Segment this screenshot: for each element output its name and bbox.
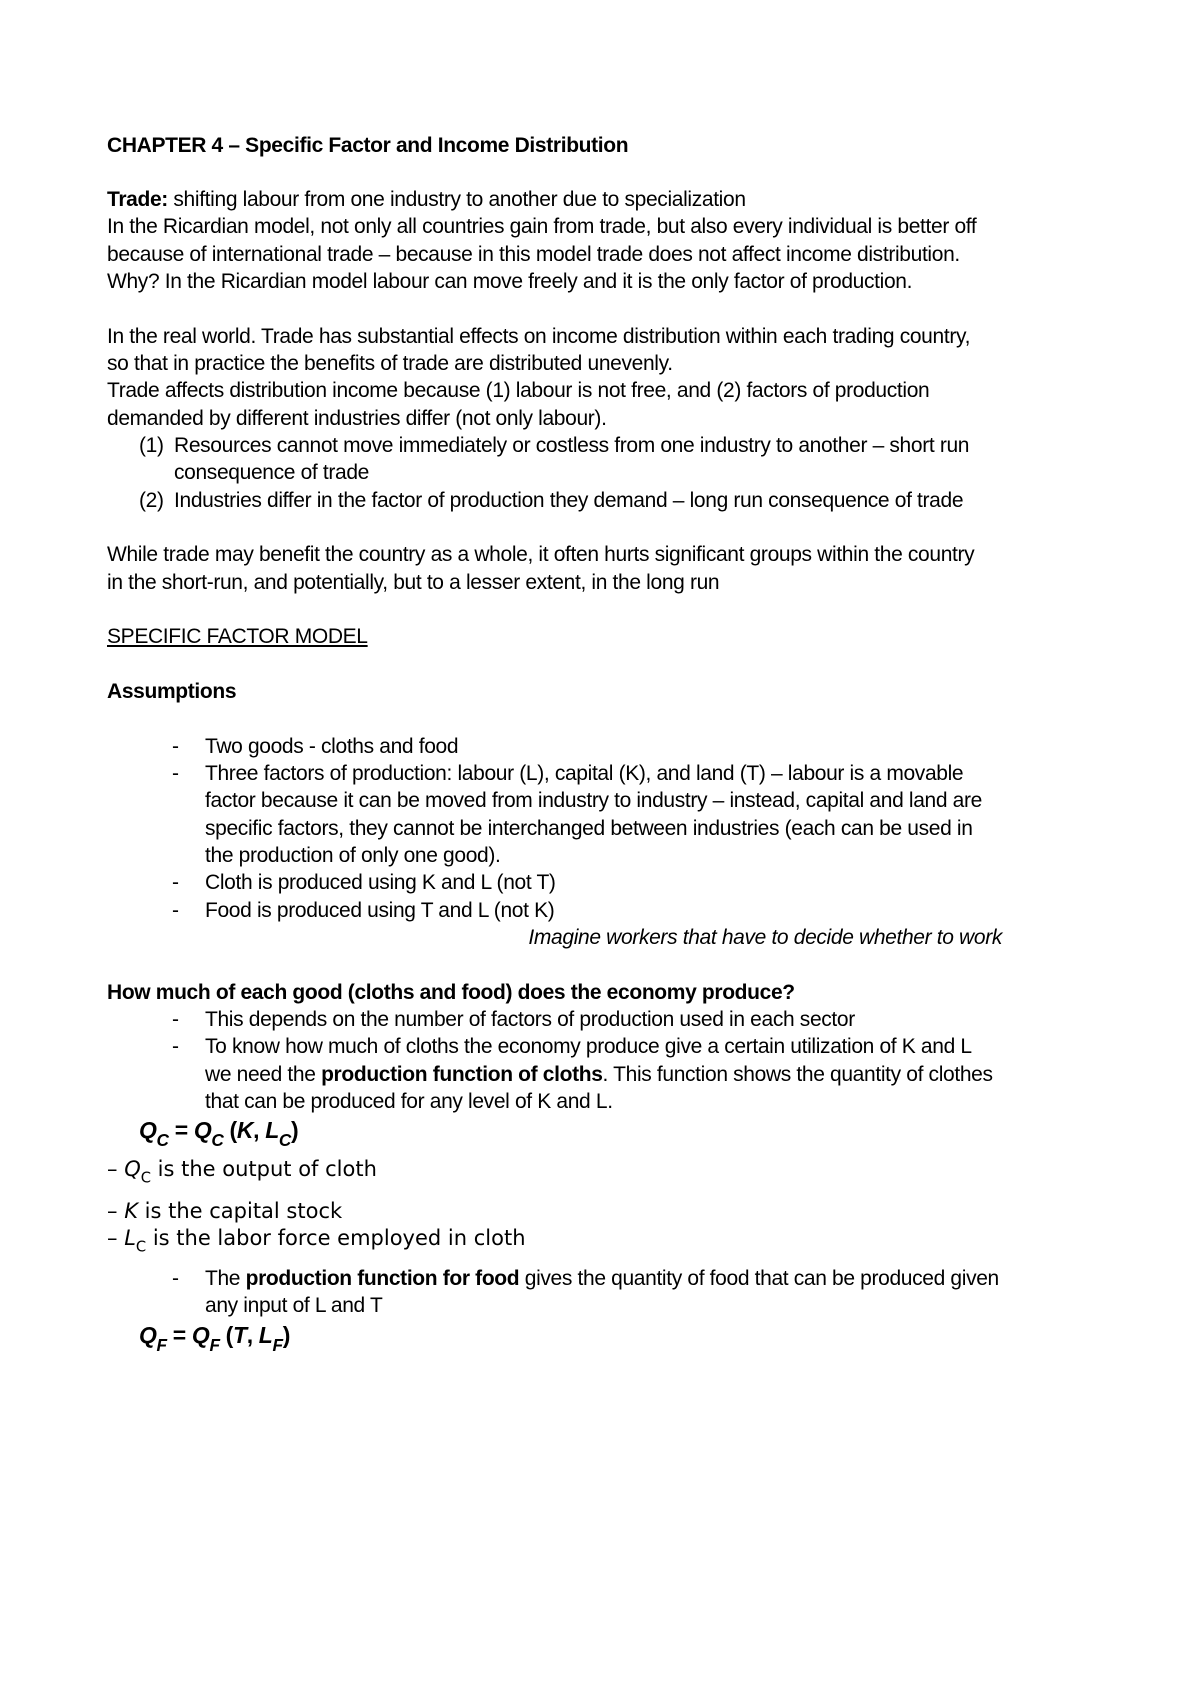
list-item: that can be produced for any level of K and L. xyxy=(205,1090,613,1113)
eq-subscript: F xyxy=(209,1334,220,1355)
bullet: - xyxy=(172,735,179,758)
paragraph-line: so that in practice the benefits of trade are distributed unevenly. xyxy=(107,352,673,375)
bullet: - xyxy=(172,871,179,894)
text-run: gives the quantity of food that can be produced given xyxy=(519,1267,999,1290)
eq-symbol: Q xyxy=(191,1322,210,1348)
text-run: . This function shows the quantity of clothes xyxy=(602,1063,993,1086)
eq-symbol: ) xyxy=(291,1117,299,1143)
eq-subscript: C xyxy=(211,1129,224,1150)
list-item: Resources cannot move immediately or costless from one industry to another – short run xyxy=(174,434,970,457)
eq-symbol: Q xyxy=(139,1117,157,1143)
paragraph-line: demanded by different industries differ (not only labour). xyxy=(107,407,607,430)
question-heading: How much of each good (cloths and food) does the economy produce? xyxy=(107,981,795,1004)
bullet: - xyxy=(172,1008,179,1031)
eq-symbol: = xyxy=(166,1322,192,1348)
eq-symbol: L xyxy=(258,1322,273,1348)
eq-symbol: ( xyxy=(219,1322,233,1348)
list-item: factor because it can be moved from industry to industry – instead, capital and land are xyxy=(205,789,982,812)
var-symbol: L xyxy=(124,1226,136,1250)
eq-subscript: C xyxy=(278,1129,292,1150)
definition-text: is the capital stock xyxy=(137,1199,343,1223)
list-item: the production of only one good). xyxy=(205,844,501,867)
eq-symbol: ( xyxy=(223,1117,237,1143)
list-item: Food is produced using T and L (not K) xyxy=(205,899,555,922)
paragraph-line: Why? In the Ricardian model labour can move freely and it is the only factor of production. xyxy=(107,270,913,293)
dash: – xyxy=(107,1157,125,1181)
list-item: Two goods - cloths and food xyxy=(205,735,459,758)
definition-line xyxy=(107,1197,342,1225)
var-symbol: K xyxy=(124,1199,138,1223)
text-run: we need the xyxy=(205,1063,322,1086)
eq-symbol: K xyxy=(236,1117,254,1143)
definition-text: is the labor force employed in cloth xyxy=(146,1226,526,1250)
list-item: Industries differ in the factor of production they demand – long run consequence of trade xyxy=(174,489,964,512)
list-item: Three factors of production: labour (L), capital (K), and land (T) – labour is a movable xyxy=(205,762,964,785)
eq-symbol: ) xyxy=(282,1322,290,1348)
assumptions-heading: Assumptions xyxy=(107,680,237,703)
eq-symbol: Q xyxy=(139,1322,157,1348)
list-item xyxy=(205,1265,999,1293)
bullet: - xyxy=(172,899,179,922)
trade-definition-text: shifting labour from one industry to another due to specialization xyxy=(167,188,746,211)
trade-definition xyxy=(107,186,746,214)
section-heading: SPECIFIC FACTOR MODEL xyxy=(107,625,368,648)
chapter-title: CHAPTER 4 – Specific Factor and Income Distribution xyxy=(107,134,629,157)
bullet: - xyxy=(172,1035,179,1058)
eq-symbol: Q xyxy=(193,1117,212,1143)
dash: – xyxy=(107,1226,125,1250)
definition-text: is the output of cloth xyxy=(150,1157,377,1181)
list-item: This depends on the number of factors of production used in each sector xyxy=(205,1008,855,1031)
list-item: To know how much of cloths the economy produce give a certain utilization of K and L xyxy=(205,1035,972,1058)
paragraph-line: in the short-run, and potentially, but to a lesser extent, in the long run xyxy=(107,571,720,594)
list-item xyxy=(205,1061,993,1089)
eq-subscript: C xyxy=(156,1129,169,1150)
list-number: (1) xyxy=(139,434,164,457)
eq-subscript: F xyxy=(272,1334,283,1355)
eq-symbol: = xyxy=(168,1117,194,1143)
text-run: The xyxy=(205,1267,246,1290)
list-item: any input of L and T xyxy=(205,1294,383,1317)
eq-subscript: F xyxy=(156,1334,167,1355)
production-function-term: production function of cloths xyxy=(321,1063,603,1086)
paragraph-line: because of international trade – because in this model trade does not affect income distribution. xyxy=(107,243,960,266)
cloth-production-equation xyxy=(139,1116,298,1154)
eq-symbol: , xyxy=(246,1322,259,1348)
list-item: specific factors, they cannot be interchanged between industries (each can be used in xyxy=(205,817,973,840)
production-function-term: production function for food xyxy=(245,1267,520,1290)
bullet: - xyxy=(172,762,179,785)
var-subscript: C xyxy=(140,1169,151,1187)
eq-symbol: T xyxy=(233,1322,247,1348)
italic-note: Imagine workers that have to decide whether to work xyxy=(528,926,1002,949)
food-production-equation xyxy=(139,1321,290,1359)
paragraph-line: In the Ricardian model, not only all countries gain from trade, but also every individual is better off xyxy=(107,215,977,238)
eq-symbol: L xyxy=(265,1117,279,1143)
bullet: - xyxy=(172,1267,179,1290)
trade-label: Trade: xyxy=(107,188,168,211)
paragraph-line: While trade may benefit the country as a whole, it often hurts significant groups within the country xyxy=(107,543,975,566)
paragraph-line: Trade affects distribution income because (1) labour is not free, and (2) factors of production xyxy=(107,379,930,402)
paragraph-line: In the real world. Trade has substantial effects on income distribution within each trading country, xyxy=(107,325,971,348)
list-item: Cloth is produced using K and L (not T) xyxy=(205,871,556,894)
var-symbol: Q xyxy=(124,1157,141,1181)
dash: – xyxy=(107,1199,125,1223)
list-item: consequence of trade xyxy=(174,461,369,484)
definition-line xyxy=(107,1155,377,1193)
definition-line xyxy=(107,1224,526,1262)
list-number: (2) xyxy=(139,489,164,512)
var-subscript: C xyxy=(135,1238,147,1256)
eq-symbol: , xyxy=(253,1117,266,1143)
